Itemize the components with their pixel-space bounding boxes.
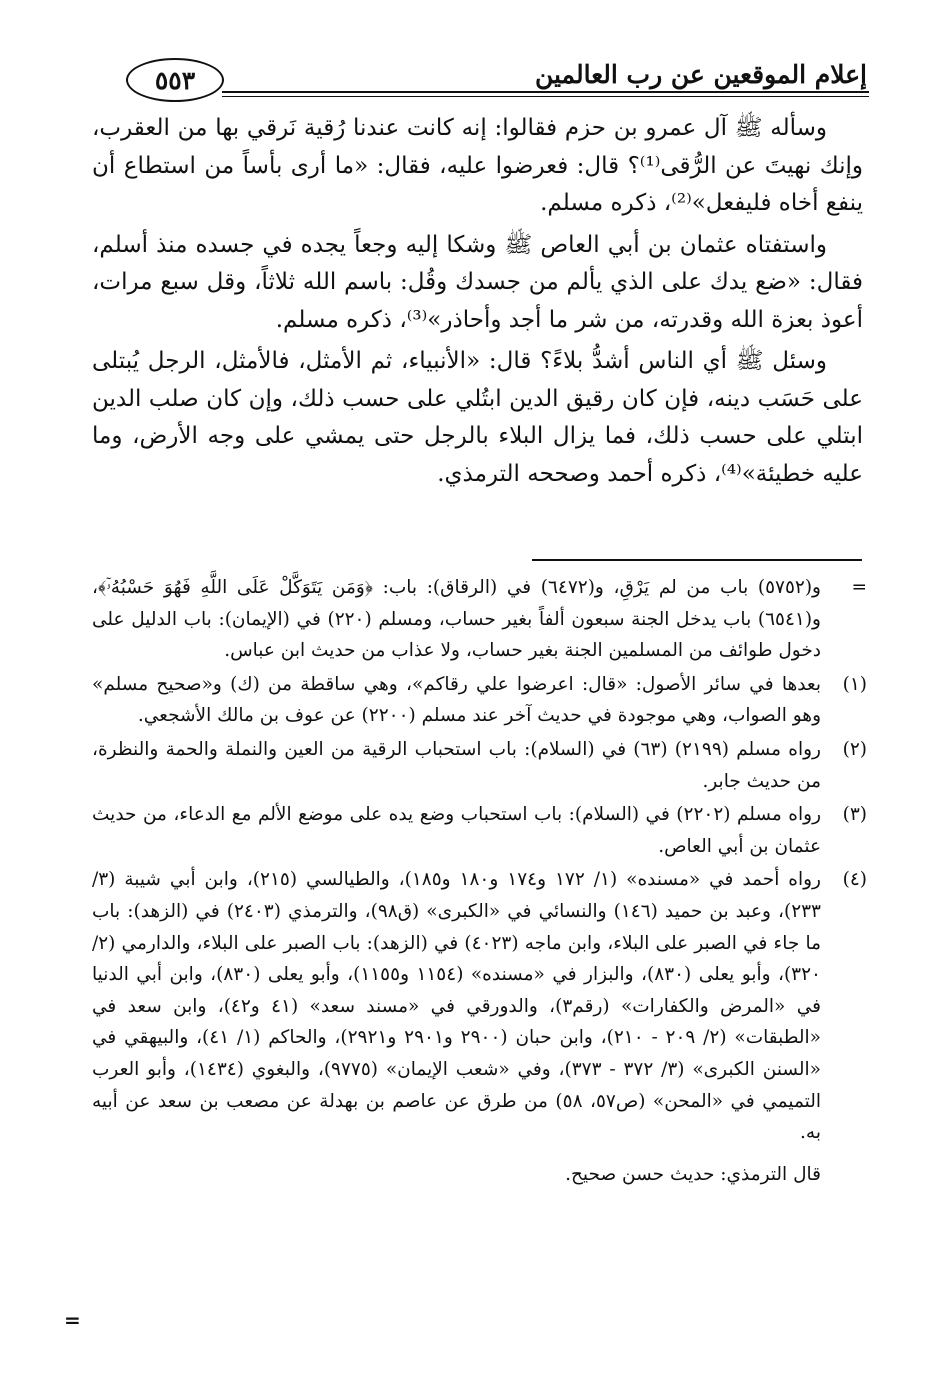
footnote-2 — [92, 734, 867, 797]
footnote-4 — [92, 864, 867, 1148]
footnote-marker: (٣) — [842, 804, 867, 826]
main-text — [92, 110, 863, 493]
footnote-text: رواه مسلم (٢٢٠٢) في (السلام): باب استحباب وضع يده على موضع الألم مع الدعاء، من حديث عثمان بن أبي العاص. — [92, 804, 821, 857]
paragraph: وسئل ﷺ أي الناس أشدُّ بلاءً؟ قال: «الأنبياء، ثم الأمثل، فالأمثل، الرجل يُبتلى على حَسَب دينه، فإن كان رقيق الدين ابتُلي على حسب ذلك، وإن كان صلب الدين ابتلي على حسب ذلك، فما يزال البلاء بالرجل حتى يمشي على وجه الأرض، وما عليه خطيئة»⁽⁴⁾، ذكره أحمد وصححه الترمذي. — [92, 348, 863, 487]
footnote-3 — [92, 799, 867, 862]
footnote-text: بعدها في سائر الأصول: «قال: اعرضوا علي رقاكم»، وهي ساقطة من (ك) و«صحيح مسلم» وهو الصواب، وهي موجودة في حديث آخر عند مسلم (٢٢٠٠) عن عوف بن مالك الأشجعي. — [92, 673, 821, 727]
continuation-mark: = — [64, 1308, 81, 1332]
footnote-divider — [532, 559, 862, 561]
footnote-tail: قال الترمذي: حديث حسن صحيح. — [565, 1163, 821, 1185]
paragraph: واستفتاه عثمان بن أبي العاص ﷺ وشكا إليه وجعاً يجده في جسده منذ أسلم، فقال: «ضع يدك على الذي يألم من جسدك وقُل: باسم الله ثلاثاً، وقل سبع مرات، أعوذ بعزة الله وقدرته، من شر ما أجد وأحاذر»⁽³⁾، ذكره مسلم. — [92, 231, 863, 333]
footnote-marker: = — [851, 577, 867, 598]
header-rule — [222, 91, 869, 93]
footnote-marker: (١) — [842, 673, 867, 695]
footnote-text: و(٥٧٥٢) باب من لم يَرْقِ، و(٦٤٧٢) في (الرقاق): باب: ﴿وَمَن يَتَوَكَّلْ عَلَى اللَّهِ فَهُوَ حَسْبُهُۥٓ﴾، و(٦٥٤١) باب يدخل الجنة سبعون ألفاً بغير حساب، ومسلم (٢٢٠) في (الإيمان): باب الدليل على دخول طوائف من المسلمين الجنة بغير حساب، ولا عذاب من حديث ابن عباس. — [92, 577, 821, 662]
page-number: ٥٥٣ — [154, 65, 196, 95]
footnote-text: رواه أحمد في «مسنده» (١/ ١٧٢ و١٧٤ و١٨٠ و١٨٥)، والطيالسي (٢١٥)، وابن أبي شيبة (٣/ ٢٣٣)، وعبد بن حميد (١٤٦) والنسائي في «الكبرى» (ق٩٨)، والترمذي (٢٤٠٣) في (الزهد): باب ما جاء في الصبر على البلاء، وابن ماجه (٤٠٢٣) في (الزهد): باب الصبر على البلاء، والدارمي (٢/ ٣٢٠)، وأبو يعلى (٨٣٠)، والبزار في «مسنده» (١١٥٤ و١١٥٥)، وأبو يعلى (٨٣٠)، وابن أبي الدنيا في «المرض والكفارات» (رقم٣)، والدورقي في «مسند سعد» (٤١ و٤٢)، وابن سعد في «الطبقات» (٢/ ٢٠٩ - ٢١٠)، وابن حبان (٢٩٠٠ و٢٩٠١ و٢٩٢١)، والحاكم (١/ ٤١)، والبيهقي في «السنن الكبرى» (٣/ ٣٧٢ - ٣٧٣)، وفي «شعب الإيمان» (٩٧٧٥)، والبغوي (١٤٣٤)، وأبو العرب التميمي في «المحن» (ص٥٧، ٥٨) من طرق عن عاصم بن بهدلة عن مصعب بن سعد عن أبيه به. — [92, 869, 822, 1144]
footnote-marker: (٤) — [842, 869, 867, 891]
footnote-text: رواه مسلم (٢١٩٩) (٦٣) في (السلام): باب استحباب الرقية من العين والنملة والحمة والنظرة، من حديث جابر. — [92, 738, 821, 792]
footnote-continuation — [92, 572, 867, 667]
footnote-1 — [92, 669, 867, 732]
running-header-title: إعلام الموقعين عن رب العالمين — [534, 60, 867, 89]
header-rule-thin — [222, 96, 869, 97]
footnote-marker: (٢) — [842, 738, 867, 760]
page-number-badge — [126, 58, 224, 102]
footnotes — [92, 572, 867, 1190]
paragraph: وسأله ﷺ آل عمرو بن حزم فقالوا: إنه كانت عندنا رُقية نَرقي بها من العقرب، وإنك نهيتَ عن الرُّقى⁽¹⁾؟ قال: فعرضوا عليه، فقال: «ما أرى بأساً من استطاع أن ينفع أخاه فليفعل»⁽²⁾، ذكره مسلم. — [92, 115, 863, 216]
